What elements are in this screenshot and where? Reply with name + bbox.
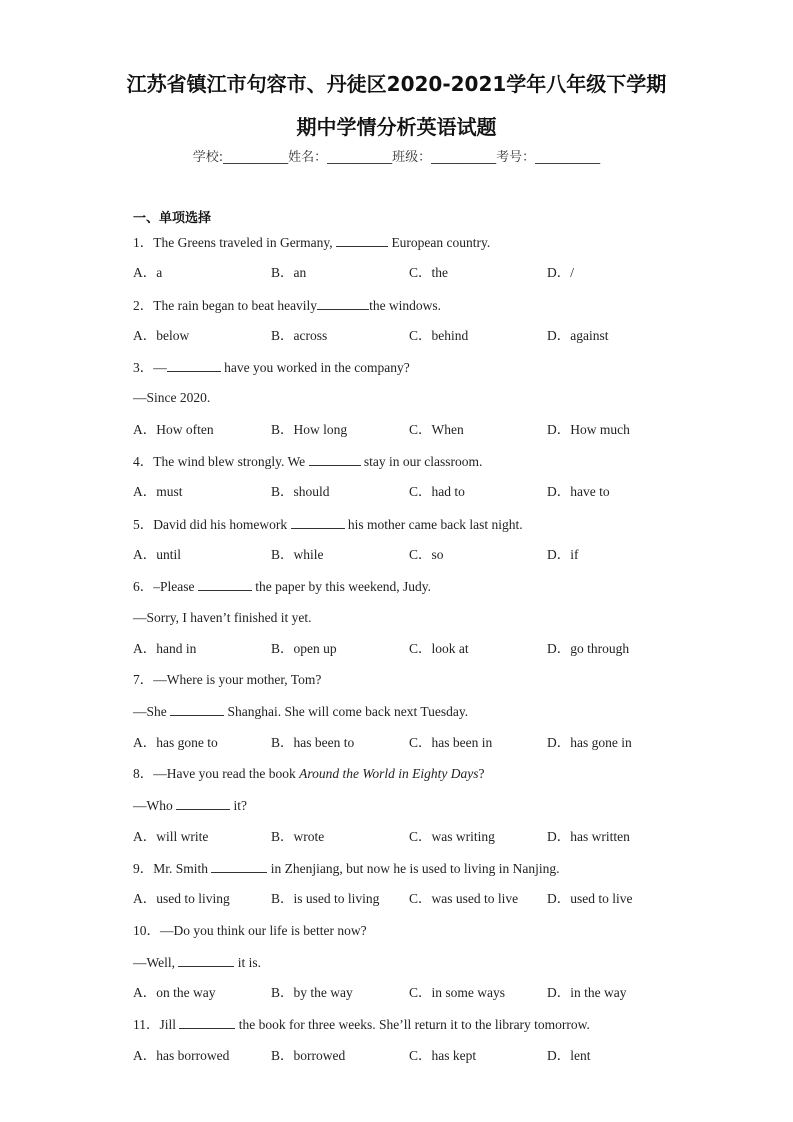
question-number: 4．: [133, 454, 154, 470]
answer-option[interactable]: A．until: [133, 546, 182, 562]
question-text: in Zhenjiang, but now he is used to living in Nanjing.: [267, 860, 560, 876]
answer-blank: [170, 701, 224, 716]
answer-blank: [336, 232, 388, 247]
question-item: [133, 451, 693, 514]
answer-option[interactable]: B．is used to living: [271, 891, 380, 907]
question-text: it?: [230, 798, 247, 814]
answer-option[interactable]: C．behind: [409, 327, 469, 343]
answer-option[interactable]: C．When: [409, 421, 464, 437]
answer-option[interactable]: C．was used to live: [409, 891, 519, 907]
answer-option[interactable]: D．used to live: [547, 891, 633, 907]
answer-option[interactable]: B．How long: [271, 421, 348, 437]
question-stem: [133, 1014, 693, 1045]
answer-option[interactable]: A．hand in: [133, 640, 197, 656]
answer-option[interactable]: B．open up: [271, 640, 337, 656]
answer-option[interactable]: A．will write: [133, 828, 209, 844]
question-item: [133, 357, 693, 451]
question-text: The wind blew strongly. We: [153, 454, 309, 470]
question-text: Jill: [159, 1017, 180, 1033]
question-item: [133, 1014, 693, 1077]
answer-option[interactable]: B．while: [271, 546, 324, 562]
question-text: European country.: [388, 235, 491, 250]
question-dialogue-line: [133, 701, 693, 732]
question-text: —Do you think our life is better now?: [160, 922, 367, 938]
question-dialogue-line: [133, 795, 693, 826]
question-number: 8．: [133, 766, 154, 782]
answer-option[interactable]: D．in the way: [547, 985, 627, 1001]
answer-option[interactable]: D．if: [547, 546, 579, 562]
question-item: [133, 514, 693, 577]
answer-blank: [211, 858, 267, 873]
options-row: [133, 983, 693, 1014]
options-row: [133, 889, 693, 920]
answer-option[interactable]: D．/: [547, 265, 574, 281]
answer-blank: [178, 952, 234, 967]
question-item: [133, 858, 693, 921]
answer-option[interactable]: B．by the way: [271, 985, 353, 1001]
answer-option[interactable]: D．has gone in: [547, 734, 632, 750]
question-number: 1．: [133, 235, 154, 250]
question-number: 7．: [133, 672, 154, 688]
question-item: [133, 764, 693, 858]
answer-option[interactable]: A．below: [133, 327, 190, 343]
question-text: —She: [133, 704, 171, 720]
answer-blank: [167, 357, 221, 372]
question-item: [133, 232, 693, 295]
question-text: Shanghai. She will come back next Tuesday.: [224, 704, 469, 720]
answer-blank: [317, 295, 369, 310]
question-text: —Since 2020.: [133, 390, 211, 406]
answer-option[interactable]: C．look at: [409, 640, 469, 656]
answer-blank: [291, 514, 345, 529]
options-row: [133, 482, 693, 513]
question-stem: [133, 514, 693, 545]
question-stem: [133, 295, 693, 326]
answer-option[interactable]: A．must: [133, 484, 183, 500]
exam-title-line-1: 江苏省镇江市句容市、丹徒区2020-2021学年八年级下学期: [126, 72, 667, 96]
question-text: The Greens traveled in Germany,: [153, 235, 337, 250]
question-number: 11．: [133, 1017, 160, 1033]
answer-option[interactable]: C．the: [409, 265, 448, 281]
answer-option[interactable]: C．has been in: [409, 734, 493, 750]
question-number: 9．: [133, 860, 154, 876]
question-text: Mr. Smith: [153, 860, 212, 876]
question-text: —Where is your mother, Tom?: [153, 672, 322, 688]
book-title: Around the World in Eighty Days: [299, 766, 479, 782]
question-dialogue-line: [133, 388, 693, 419]
question-stem: [133, 921, 693, 952]
answer-option[interactable]: A．on the way: [133, 985, 216, 1001]
question-number: 6．: [133, 579, 154, 595]
answer-option[interactable]: B．across: [271, 327, 328, 343]
question-item: [133, 670, 693, 764]
question-text: the paper by this weekend, Judy.: [251, 579, 431, 595]
student-info-line: 学校:__________姓名：__________班级：__________考号：__________: [192, 150, 601, 165]
question-text: —Have you read the book: [153, 766, 300, 782]
section-title: 一、单项选择: [133, 211, 212, 226]
question-stem: [133, 357, 693, 388]
options-row: [133, 545, 693, 576]
question-text: his mother came back last night.: [344, 516, 523, 532]
answer-option[interactable]: D．lent: [547, 1047, 591, 1063]
question-text: —: [153, 360, 167, 376]
question-number: 10．: [133, 922, 160, 938]
question-stem: [133, 232, 693, 263]
answer-option[interactable]: B．should: [271, 484, 330, 500]
question-list: [133, 232, 693, 1077]
question-item: [133, 921, 693, 1015]
options-row: [133, 639, 693, 670]
question-text: David did his homework: [153, 516, 291, 532]
answer-option[interactable]: D．against: [547, 327, 609, 343]
question-number: 2．: [133, 297, 154, 313]
answer-blank: [179, 1014, 235, 1029]
answer-blank: [309, 451, 361, 466]
answer-option[interactable]: C．had to: [409, 484, 465, 500]
answer-option[interactable]: A．has borrowed: [133, 1047, 230, 1063]
answer-option[interactable]: A．used to living: [133, 891, 230, 907]
answer-option[interactable]: C．in some ways: [409, 985, 505, 1001]
answer-option[interactable]: D．go through: [547, 640, 630, 656]
question-stem: [133, 670, 693, 701]
question-text: the book for three weeks. She’ll return it to the library tomorrow.: [235, 1017, 590, 1033]
question-text: –Please: [153, 579, 198, 595]
question-item: [133, 295, 693, 358]
question-text: —Sorry, I haven’t finished it yet.: [133, 609, 312, 625]
options-row: [133, 420, 693, 451]
answer-option[interactable]: A．has gone to: [133, 734, 218, 750]
answer-option[interactable]: D．How much: [547, 421, 630, 437]
question-text: —Who: [133, 798, 177, 814]
options-row: [133, 1046, 693, 1077]
question-number: 3．: [133, 360, 154, 376]
question-text: ?: [478, 766, 485, 782]
question-text: —Well,: [133, 954, 179, 970]
answer-option[interactable]: D．have to: [547, 484, 610, 500]
answer-option[interactable]: B．wrote: [271, 828, 325, 844]
options-row: [133, 263, 693, 294]
answer-option[interactable]: A．How often: [133, 421, 214, 437]
options-row: [133, 326, 693, 357]
question-number: 5．: [133, 516, 154, 532]
options-row: [133, 827, 693, 858]
answer-option[interactable]: B．has been to: [271, 734, 355, 750]
question-stem: [133, 451, 693, 482]
answer-blank: [198, 576, 252, 591]
question-stem: [133, 858, 693, 889]
answer-option[interactable]: C．has kept: [409, 1047, 477, 1063]
question-item: [133, 576, 693, 670]
question-dialogue-line: [133, 608, 693, 639]
answer-option[interactable]: C．was writing: [409, 828, 495, 844]
question-text: The rain began to beat heavily: [153, 297, 318, 313]
answer-option[interactable]: C．so: [409, 546, 444, 562]
question-text: the windows.: [369, 297, 442, 313]
answer-blank: [176, 795, 230, 810]
answer-option[interactable]: B．an: [271, 265, 307, 281]
question-stem: [133, 764, 693, 795]
question-dialogue-line: [133, 952, 693, 983]
answer-option[interactable]: A．a: [133, 265, 163, 281]
exam-title-line-2: 期中学情分析英语试题: [296, 115, 497, 139]
question-text: stay in our classroom.: [360, 454, 483, 470]
answer-option[interactable]: B．borrowed: [271, 1047, 346, 1063]
question-text: have you worked in the company?: [220, 360, 410, 376]
question-stem: [133, 576, 693, 607]
answer-option[interactable]: D．has written: [547, 828, 630, 844]
options-row: [133, 733, 693, 764]
question-text: it is.: [234, 954, 262, 970]
